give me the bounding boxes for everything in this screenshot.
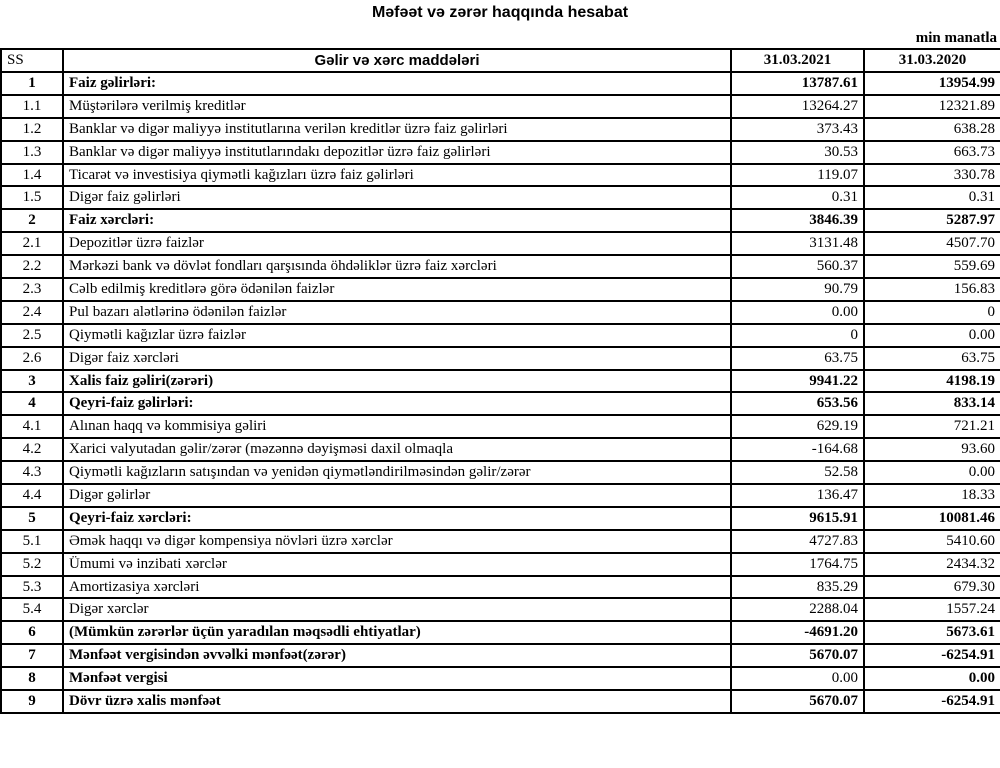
row-value-2021: 560.37 bbox=[731, 255, 864, 278]
row-number: 7 bbox=[1, 644, 63, 667]
row-number: 5.1 bbox=[1, 530, 63, 553]
row-label: Cəlb edilmiş kreditlərə görə ödənilən faizlər bbox=[63, 278, 731, 301]
table-row bbox=[1, 553, 1000, 576]
row-value-2020: 2434.32 bbox=[864, 553, 1000, 576]
table-row bbox=[1, 347, 1000, 370]
row-value-2021: 0.00 bbox=[731, 301, 864, 324]
row-number: 5 bbox=[1, 507, 63, 530]
row-label: Müştərilərə verilmiş kreditlər bbox=[63, 95, 731, 118]
row-label: Mərkəzi bank və dövlət fondları qarşısında öhdəliklər üzrə faiz xərcləri bbox=[63, 255, 731, 278]
row-number: 4.2 bbox=[1, 438, 63, 461]
page-title: Məfəət və zərər haqqında hesabat bbox=[371, 4, 629, 21]
row-number: 2.5 bbox=[1, 324, 63, 347]
row-value-2021: 5670.07 bbox=[731, 690, 864, 713]
row-value-2020: 5287.97 bbox=[864, 209, 1000, 232]
row-number: 1.3 bbox=[1, 141, 63, 164]
row-label: (Mümkün zərərlər üçün yaradılan məqsədli ehtiyatlar) bbox=[63, 621, 731, 644]
row-value-2020: 679.30 bbox=[864, 576, 1000, 599]
unit-note: min manatla bbox=[915, 30, 997, 46]
row-value-2021: 4727.83 bbox=[731, 530, 864, 553]
row-number: 5.2 bbox=[1, 553, 63, 576]
header-ss: SS bbox=[1, 49, 63, 72]
table-row bbox=[1, 392, 1000, 415]
table-row bbox=[1, 690, 1000, 713]
row-number: 6 bbox=[1, 621, 63, 644]
row-value-2020: 663.73 bbox=[864, 141, 1000, 164]
table-row bbox=[1, 598, 1000, 621]
row-value-2021: 3846.39 bbox=[731, 209, 864, 232]
row-value-2020: 0.31 bbox=[864, 186, 1000, 209]
row-label: Xalis faiz gəliri(zərəri) bbox=[63, 370, 731, 393]
row-label: Digər xərclər bbox=[63, 598, 731, 621]
row-value-2021: 136.47 bbox=[731, 484, 864, 507]
row-number: 8 bbox=[1, 667, 63, 690]
row-number: 3 bbox=[1, 370, 63, 393]
row-label: Amortizasiya xərcləri bbox=[63, 576, 731, 599]
row-value-2021: 653.56 bbox=[731, 392, 864, 415]
row-label: Pul bazarı alətlərinə ödənilən faizlər bbox=[63, 301, 731, 324]
table-row bbox=[1, 507, 1000, 530]
row-number: 1.1 bbox=[1, 95, 63, 118]
table-row bbox=[1, 118, 1000, 141]
row-number: 9 bbox=[1, 690, 63, 713]
row-value-2020: 4198.19 bbox=[864, 370, 1000, 393]
row-label: Banklar və digər maliyyə institutlarındakı depozitlər üzrə faiz gəlirləri bbox=[63, 141, 731, 164]
table-row bbox=[1, 415, 1000, 438]
row-value-2021: 373.43 bbox=[731, 118, 864, 141]
table-row bbox=[1, 324, 1000, 347]
row-value-2021: 13787.61 bbox=[731, 72, 864, 95]
row-value-2021: 13264.27 bbox=[731, 95, 864, 118]
row-label: Banklar və digər maliyyə institutlarına verilən kreditlər üzrə faiz gəlirləri bbox=[63, 118, 731, 141]
row-value-2020: 1557.24 bbox=[864, 598, 1000, 621]
row-value-2021: 90.79 bbox=[731, 278, 864, 301]
row-number: 2.3 bbox=[1, 278, 63, 301]
row-value-2020: 156.83 bbox=[864, 278, 1000, 301]
row-value-2020: 833.14 bbox=[864, 392, 1000, 415]
table-row bbox=[1, 438, 1000, 461]
row-value-2021: 63.75 bbox=[731, 347, 864, 370]
row-value-2021: -164.68 bbox=[731, 438, 864, 461]
row-label: Digər faiz gəlirləri bbox=[63, 186, 731, 209]
row-label: Alınan haqq və kommisiya gəliri bbox=[63, 415, 731, 438]
row-label: Qiymətli kağızlar üzrə faizlər bbox=[63, 324, 731, 347]
row-label: Qeyri-faiz gəlirləri: bbox=[63, 392, 731, 415]
row-value-2021: 2288.04 bbox=[731, 598, 864, 621]
table-header-row bbox=[1, 49, 1000, 72]
header-date-2021: 31.03.2021 bbox=[731, 49, 864, 72]
row-number: 1.4 bbox=[1, 164, 63, 187]
table-row bbox=[1, 530, 1000, 553]
report-page bbox=[0, 3, 1000, 768]
table-row bbox=[1, 255, 1000, 278]
row-label: Qiymətli kağızların satışından və yenidən qiymətləndirilməsindən gəlir/zərər bbox=[63, 461, 731, 484]
row-label: Digər gəlirlər bbox=[63, 484, 731, 507]
row-number: 4.1 bbox=[1, 415, 63, 438]
income-statement-table bbox=[0, 48, 1000, 714]
row-value-2020: 63.75 bbox=[864, 347, 1000, 370]
table-row bbox=[1, 621, 1000, 644]
table-row bbox=[1, 141, 1000, 164]
row-number: 2 bbox=[1, 209, 63, 232]
row-value-2020: 638.28 bbox=[864, 118, 1000, 141]
table-row bbox=[1, 186, 1000, 209]
table-row bbox=[1, 95, 1000, 118]
row-number: 1.2 bbox=[1, 118, 63, 141]
table-row bbox=[1, 209, 1000, 232]
row-label: Mənfəət vergisindən əvvəlki mənfəət(zərər) bbox=[63, 644, 731, 667]
row-value-2020: 721.21 bbox=[864, 415, 1000, 438]
table-row bbox=[1, 484, 1000, 507]
row-value-2020: 0.00 bbox=[864, 461, 1000, 484]
row-value-2020: -6254.91 bbox=[864, 690, 1000, 713]
row-value-2020: 93.60 bbox=[864, 438, 1000, 461]
row-number: 1 bbox=[1, 72, 63, 95]
row-label: Ticarət və investisiya qiymətli kağızları üzrə faiz gəlirləri bbox=[63, 164, 731, 187]
row-value-2020: 12321.89 bbox=[864, 95, 1000, 118]
row-label: Faiz gəlirləri: bbox=[63, 72, 731, 95]
row-label: Dövr üzrə xalis mənfəət bbox=[63, 690, 731, 713]
row-value-2020: 5410.60 bbox=[864, 530, 1000, 553]
row-value-2020: -6254.91 bbox=[864, 644, 1000, 667]
row-value-2021: 5670.07 bbox=[731, 644, 864, 667]
row-label: Ümumi və inzibati xərclər bbox=[63, 553, 731, 576]
table-row bbox=[1, 164, 1000, 187]
table-row bbox=[1, 301, 1000, 324]
row-value-2020: 4507.70 bbox=[864, 232, 1000, 255]
row-value-2020: 330.78 bbox=[864, 164, 1000, 187]
row-value-2021: 119.07 bbox=[731, 164, 864, 187]
row-value-2020: 18.33 bbox=[864, 484, 1000, 507]
row-label: Qeyri-faiz xərcləri: bbox=[63, 507, 731, 530]
row-number: 2.4 bbox=[1, 301, 63, 324]
row-value-2021: 3131.48 bbox=[731, 232, 864, 255]
row-value-2020: 10081.46 bbox=[864, 507, 1000, 530]
header-date-2020: 31.03.2020 bbox=[864, 49, 1000, 72]
row-value-2020: 0.00 bbox=[864, 667, 1000, 690]
row-number: 1.5 bbox=[1, 186, 63, 209]
table-row bbox=[1, 576, 1000, 599]
row-number: 4.3 bbox=[1, 461, 63, 484]
table-row bbox=[1, 644, 1000, 667]
row-value-2020: 5673.61 bbox=[864, 621, 1000, 644]
row-number: 4 bbox=[1, 392, 63, 415]
row-value-2020: 559.69 bbox=[864, 255, 1000, 278]
row-value-2021: 52.58 bbox=[731, 461, 864, 484]
row-value-2020: 13954.99 bbox=[864, 72, 1000, 95]
table-row bbox=[1, 72, 1000, 95]
row-value-2021: 1764.75 bbox=[731, 553, 864, 576]
row-value-2021: 0 bbox=[731, 324, 864, 347]
row-value-2021: 30.53 bbox=[731, 141, 864, 164]
row-value-2020: 0 bbox=[864, 301, 1000, 324]
row-number: 2.2 bbox=[1, 255, 63, 278]
report-table-body bbox=[1, 72, 1000, 713]
row-label: Mənfəət vergisi bbox=[63, 667, 731, 690]
row-number: 2.1 bbox=[1, 232, 63, 255]
row-number: 5.4 bbox=[1, 598, 63, 621]
row-number: 4.4 bbox=[1, 484, 63, 507]
table-row bbox=[1, 667, 1000, 690]
row-value-2021: 835.29 bbox=[731, 576, 864, 599]
row-number: 2.6 bbox=[1, 347, 63, 370]
row-value-2021: 0.31 bbox=[731, 186, 864, 209]
row-value-2021: 0.00 bbox=[731, 667, 864, 690]
row-number: 5.3 bbox=[1, 576, 63, 599]
table-row bbox=[1, 370, 1000, 393]
table-row bbox=[1, 278, 1000, 301]
table-row bbox=[1, 232, 1000, 255]
row-value-2021: 629.19 bbox=[731, 415, 864, 438]
row-value-2020: 0.00 bbox=[864, 324, 1000, 347]
row-value-2021: 9941.22 bbox=[731, 370, 864, 393]
row-label: Depozitlər üzrə faizlər bbox=[63, 232, 731, 255]
row-label: Xarici valyutadan gəlir/zərər (məzənnə dəyişməsi daxil olmaqla bbox=[63, 438, 731, 461]
table-row bbox=[1, 461, 1000, 484]
row-label: Faiz xərcləri: bbox=[63, 209, 731, 232]
row-label: Digər faiz xərcləri bbox=[63, 347, 731, 370]
row-value-2021: -4691.20 bbox=[731, 621, 864, 644]
row-label: Əmək haqqı və digər kompensiya növləri üzrə xərclər bbox=[63, 530, 731, 553]
header-items: Gəlir və xərc maddələri bbox=[63, 49, 731, 72]
row-value-2021: 9615.91 bbox=[731, 507, 864, 530]
